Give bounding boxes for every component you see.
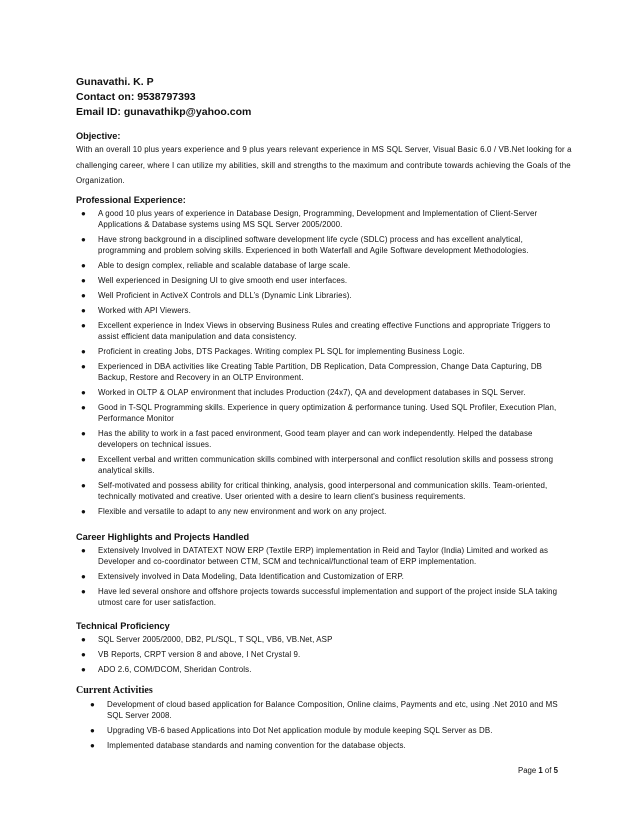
experience-item: ● Good in T-SQL Programming skills. Experience in query optimization & performance tuning. Used SQL Profiler, Execution Plan, Performance Monitor (81, 403, 557, 423)
technical-title: Technical Proficiency (76, 621, 170, 631)
objective-text: With an overall 10 plus years experience and 9 plus years relevant experience in MS SQL Server, Visual Basic 6.0 / VB.Net looking for a challenging career, where I can utilize my abilities, skill and strengths to the maximum and contribute towards achieving the Goals of the Organization. (76, 145, 572, 185)
bullet-icon: ● (81, 209, 86, 218)
email-address: Email ID: gunavathikp@yahoo.com (76, 106, 252, 118)
objective-section (76, 130, 572, 189)
bullet-icon: ● (81, 291, 86, 300)
experience-item: ● Well experienced in Designing UI to give smooth end user interfaces. (81, 276, 348, 285)
experience-item: ● Excellent verbal and written communication skills combined with interpersonal and conflict resolution skills and possess strong analytical skills. (81, 455, 554, 475)
experience-item: ● Has the ability to work in a fast paced environment, Good team player and can work independently. Helped the database developers on technical issues. (81, 429, 533, 449)
bullet-icon: ● (81, 276, 86, 285)
bullet-icon: ● (81, 546, 86, 555)
experience-title: Professional Experience: (76, 195, 186, 205)
bullet-icon: ● (81, 321, 86, 330)
bullet-icon: ● (81, 635, 86, 644)
bullet-icon: ● (81, 481, 86, 490)
bullet-icon: ● (90, 741, 95, 750)
bullet-icon: ● (81, 507, 86, 516)
activity-item: ● Development of cloud based application for Balance Composition, Online claims, Payments and etc, using .Net 2010 and MS SQL Server 2008. (90, 700, 558, 720)
current-activities-title: Current Activities (76, 685, 153, 696)
bullet-icon: ● (81, 306, 86, 315)
current-activities-list (76, 699, 572, 751)
highlight-item: ● Extensively Involved in DATATEXT NOW ERP (Textile ERP) implementation in Reid and Taylor (India) Limited and worked as Developer and co-coordinator between CTM, SCM and technical/functional team of ERP implementation. (81, 546, 549, 566)
bullet-icon: ● (81, 665, 86, 674)
page-word: Page (518, 766, 537, 775)
activity-item: ● Implemented database standards and naming convention for the database objects. (90, 741, 406, 750)
highlights-section (76, 531, 572, 612)
experience-item: ● Worked with API Viewers. (81, 306, 191, 315)
highlight-item: ● Extensively involved in Data Modeling, Data Identification and Customization of ERP. (81, 572, 404, 581)
experience-list (76, 208, 572, 517)
technical-section (76, 620, 572, 679)
current-activities-section (76, 685, 572, 755)
bullet-icon: ● (90, 700, 95, 709)
technical-list (76, 634, 572, 675)
bullet-icon: ● (81, 362, 86, 371)
technical-item: ● ADO 2.6, COM/DCOM, Sheridan Controls. (81, 665, 252, 674)
experience-item: ● Self-motivated and possess ability for critical thinking, analysis, good interpersonal and communication skills. Team-oriented, technically motivated and creative. User oriented with a desire to learn client's business requirements. (81, 481, 548, 501)
contact-number: Contact on: 9538797393 (76, 91, 196, 103)
bullet-icon: ● (81, 403, 86, 412)
experience-item: ● Experienced in DBA activities like Creating Table Partition, DB Replication, Data Compression, Change Data Capturing, DB Backup, Restore and Recovery in an OLTP Environment. (81, 362, 543, 382)
experience-item: ● Proficient in creating Jobs, DTS Packages. Writing complex PL SQL for implementing Business Logic. (81, 347, 465, 356)
bullet-icon: ● (81, 429, 86, 438)
bullet-icon: ● (81, 347, 86, 356)
bullet-icon: ● (81, 261, 86, 270)
highlights-list (76, 545, 572, 608)
bullet-icon: ● (81, 650, 86, 659)
bullet-icon: ● (81, 388, 86, 397)
page-total: 5 (553, 766, 558, 775)
experience-item: ● Have strong background in a disciplined software development life cycle (SDLC) process and has excellent analytical, programming and problem solving skills. Experienced in both Waterfall and Agile Software development Methodologies. (81, 235, 529, 255)
page-number (518, 766, 558, 775)
page-current: 1 (538, 766, 543, 775)
candidate-name: Gunavathi. K. P (76, 76, 154, 88)
bullet-icon: ● (81, 455, 86, 464)
highlight-item: ● Have led several onshore and offshore projects towards successful implementation and support of the project inside SLA taking utmost care for user satisfaction. (81, 587, 558, 607)
experience-section (76, 194, 572, 521)
technical-item: ● VB Reports, CRPT version 8 and above, I Net Crystal 9. (81, 650, 301, 659)
experience-item: ● A good 10 plus years of experience in Database Design, Programming, Development and Implementation of Client-Server Applications & Database systems using MS SQL Server 2005/2000. (81, 209, 538, 229)
bullet-icon: ● (81, 587, 86, 596)
bullet-icon: ● (81, 572, 86, 581)
of-word: of (544, 766, 552, 775)
technical-item: ● SQL Server 2005/2000, DB2, PL/SQL, T SQL, VB6, VB.Net, ASP (81, 635, 333, 644)
experience-item: ● Well Proficient in ActiveX Controls and DLL’s (Dynamic Link Libraries). (81, 291, 352, 300)
experience-item: ● Able to design complex, reliable and scalable database of large scale. (81, 261, 351, 270)
bullet-icon: ● (81, 235, 86, 244)
bullet-icon: ● (90, 726, 95, 735)
activity-item: ● Upgrading VB-6 based Applications into Dot Net application module by module keeping SQL Server as DB. (90, 726, 493, 735)
highlights-title: Career Highlights and Projects Handled (76, 532, 250, 542)
objective-title: Objective: (76, 131, 121, 141)
experience-item: ● Excellent experience in Index Views in observing Business Rules and creating effective Functions and appropriate Triggers to assist efficient data manipulation and data consistency. (81, 321, 551, 341)
resume-header (76, 75, 251, 120)
experience-item: ● Flexible and versatile to adapt to any new environment and work on any project. (81, 507, 387, 516)
experience-item: ● Worked in OLTP & OLAP environment that includes Production (24x7), QA and development databases in SQL Server. (81, 388, 526, 397)
